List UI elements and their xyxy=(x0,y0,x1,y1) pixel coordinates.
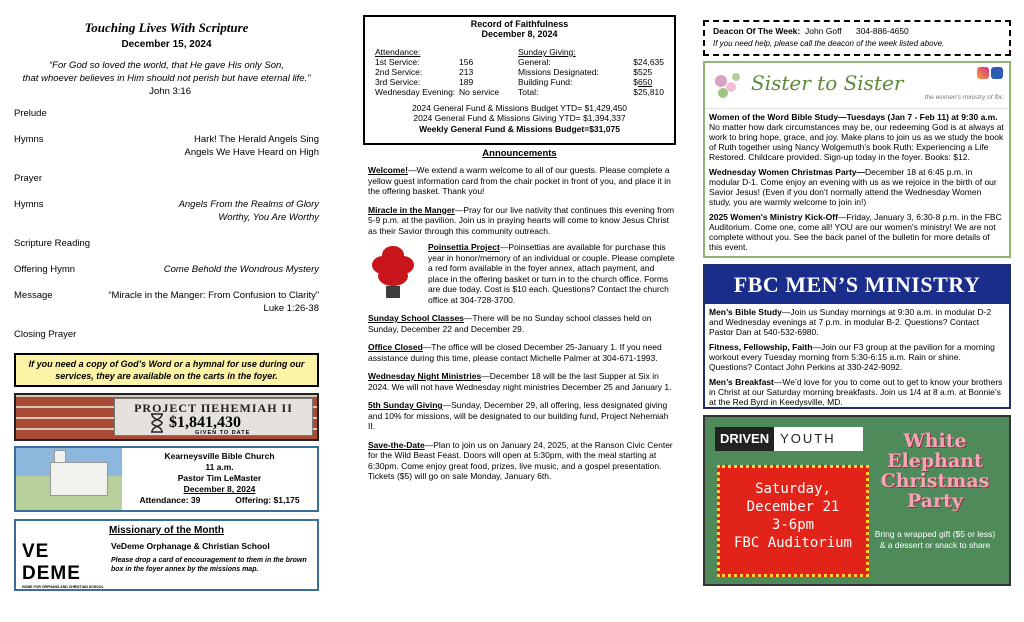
page-title: Touching Lives With Scripture xyxy=(84,20,249,35)
weekly-budget: Weekly General Fund & Missions Budget=$31,075 xyxy=(419,124,620,134)
announcement-office: Office Closed—The office will be closed December 25-January 1. If you need assistance during this time, please contact Michelle Palmer at 304-671-1993. xyxy=(368,342,662,363)
giving-row: General: $ 24,635 xyxy=(518,57,664,67)
missionary-name: VeDeme Orphanage & Christian School xyxy=(111,541,270,551)
nehemiah-subtitle: GIVEN TO DATE xyxy=(195,430,251,436)
women-christmas-party: Wednesday Women Christmas Party—December 18 at 6:45 p.m. in modular D-1. Come enjoy an evening with us as we rejoice in the birth of our Savior Jesus! (Even if you don’t normally attend the Wednesday Women study, you are warmly welcome to join in!) xyxy=(709,167,997,207)
kbc-attendance: Attendance: 39 xyxy=(139,495,201,505)
vedeme-logo: VE DEME HOME FOR ORPHANS AND CHRISTIAN SCHOOL xyxy=(22,541,104,589)
mens-fitness: Fitness, Fellowship, Faith—Join our F3 group at the pavilion for a morning workout every Tuesday morning from 5:30-6:15 a.m. Rain or shine. Questions? Contact John Perkins at 330-242-9092. xyxy=(709,342,995,372)
kbc-date: December 8, 2024 xyxy=(183,484,256,494)
women-kickoff: 2025 Women's Ministry Kick-Off—Friday, January 3, 6:30-8 p.m. in the FBC Auditorium. Come one, come all! YOU are our women's ministry! We are not complete without you. See the back panel of the bulletin for more details of this event. xyxy=(709,212,1002,252)
deacon-name: John Goff xyxy=(804,26,842,36)
ytd-budget: 2024 General Fund & Missions Budget YTD= $1,429,450 xyxy=(411,103,628,113)
white-elephant-note: Bring a wrapped gift ($5 or less) & a dessert or snack to share xyxy=(874,529,996,550)
sister-subtitle: the women's ministry of fbc xyxy=(924,94,1003,101)
giving-list: Sunday Giving: General: $ 24,635 Missions Designated: $ 525 Building Fund: $ 650 Total: $ 25,810 xyxy=(518,47,664,97)
announcement-save-date: Save-the-Date—Plan to join us on January 24, 2025, at the Ranson Civic Center for the Wild Beast Feast. Doors will open at 5:30pm, with the meal starting at 6:30pm. Come enjoy great food, prizes, live music, and a gospel presentation. Tickets ($5) will go on sale Monday, January 6th. xyxy=(368,439,673,481)
service-date: December 15, 2024 xyxy=(121,39,212,50)
order-of-service: Prelude Hymns Hark! The Herald Angels Sing Angels We Have Heard on High Prayer Hymns Angels From the Realms of Glory Worthy, You Are Worthy Scripture Reading Offering Hymn Come Behold the Wondrous Mystery Message “Miracle in the Manger: From Confusion to Clarity” Luke 1:26-38 Closing Prayer xyxy=(14,108,319,340)
mens-ministry-title: FBC MEN’S MINISTRY xyxy=(705,266,1009,304)
event-card: Saturday, December 21 3-6pm FBC Auditorium xyxy=(717,465,869,577)
flower-icon xyxy=(709,69,747,103)
kbc-time: 11 a.m. xyxy=(205,462,234,472)
announcement-sunday-school: Sunday School Classes—There will be no Sunday school classes held on Sunday, December 22 and December 29. xyxy=(368,313,652,334)
record-of-faithfulness xyxy=(363,15,676,145)
mens-bible-study: Men’s Bible Study—Join us Sunday mornings at 9:30 a.m. in modular D-2 and Wednesday evenings at 7 p.m. in modular B-2. Questions? Contact Pastor Dan at 540-532-6980. xyxy=(709,307,992,337)
deacon-phone: 304-886-4650 xyxy=(855,26,909,36)
attendance-list: Attendance: 1st Service: 156 2nd Service: 213 3rd Service: 189 Wednesday Evening: No service xyxy=(375,47,518,97)
instagram-icon[interactable] xyxy=(977,67,989,79)
missionary-note: Please drop a card of encouragement to them in the brown box in the foyer annex by the missions map. xyxy=(111,557,307,573)
white-elephant-title: White Elephant Christmas Party xyxy=(880,430,990,512)
hymns-label: Hymns xyxy=(14,134,44,145)
giving-row: Total: $ 25,810 xyxy=(518,87,664,97)
left-panel xyxy=(14,0,319,622)
announcement-fifth-sunday: 5th Sunday Giving—Sunday, December 29, all offering, less designated giving and 10% for missions, will be designated to our building fund, Project Nehemiah II. xyxy=(368,400,669,431)
right-panel xyxy=(703,0,1011,622)
deacon-of-week: Deacon Of The Week: John Goff 304-886-4650 If you need help, please call the deacon of the week listed above. xyxy=(703,20,1011,56)
closing-prayer-label: Closing Prayer xyxy=(14,329,77,340)
attendance-row: 1st Service: 156 xyxy=(375,57,474,67)
sister-to-sister-box xyxy=(703,61,1011,258)
kbc-name: Kearneysville Bible Church xyxy=(164,451,275,461)
hourglass-icon xyxy=(149,413,165,433)
attendance-row: 2nd Service: 213 xyxy=(375,67,474,77)
church-photo xyxy=(16,448,122,510)
deacon-note: If you need help, please call the deacon of the week listed above. xyxy=(713,39,945,48)
facebook-icon[interactable] xyxy=(991,67,1003,79)
poinsettia-image xyxy=(368,242,420,302)
rof-title: Record of Faithfulness xyxy=(470,19,569,29)
announcement-wednesday: Wednesday Night Ministries—December 18 will be the last Supper at Six in 2024. We will not have Wednesday night ministries December 25 and January 1. xyxy=(368,371,672,392)
rof-date: December 8, 2024 xyxy=(481,29,558,39)
women-bible-study: Women of the Word Bible Study—Tuesdays (Jan 7 - Feb 11) at 9:30 a.m. No matter how dark circumstances may be, our redeeming God is at always at work to bring hope, grace, and joy. Make plans to join us as we study the book of Ruth together using Nancy Wolgemuth’s book Ruth: Experiencing a Life Restored. Childcare provided. Sign-up today in the foyer. Books: $12. xyxy=(709,112,1004,162)
driven-youth-flyer xyxy=(703,415,1011,586)
prayer-label: Prayer xyxy=(14,173,42,184)
kbc-box xyxy=(14,446,319,512)
announcement-poinsettia: Poinsettia Project—Poinsettias are available for purchase this year in honor/memory of an individual or couple. Please complete a red form available in the foyer annex, attach payment, and place in the offering basket or turn in to the church office. Forms are due today. Cost is $10 each. Questions? Contact the church office at 304-728-3700. xyxy=(368,242,676,305)
hymns-label: Hymns xyxy=(14,199,44,210)
project-nehemiah-banner xyxy=(14,393,319,441)
attendance-row: 3rd Service: 189 xyxy=(375,77,474,87)
announcement-manger: Miracle in the Manger—Pray for our live nativity that continues this evening from 5-9 p.m. at the pavilion. Join us in praying hearts will come to know Jesus Christ as their Savior through this community outreach. xyxy=(368,204,675,236)
announcements-heading: Announcements xyxy=(482,148,557,159)
prelude-label: Prelude xyxy=(14,108,47,119)
driven-youth-logo: DRIVEN YOUTH xyxy=(715,427,863,451)
mens-breakfast: Men’s Breakfast—We’d love for you to come out to get to know your brothers in Christ at our Saturday morning breakfasts. Join us 1/4 at 8 a.m. at Bonnie’s at the Red Byrd in Keedysville, MD. xyxy=(709,377,1003,407)
bible-hymnal-note: If you need a copy of God’s Word or a hymnal for use during our services, they are available on the carts in the foyer. xyxy=(14,353,319,387)
scripture-reading-label: Scripture Reading xyxy=(14,238,91,249)
middle-panel xyxy=(363,0,676,622)
ytd-giving: 2024 General Fund & Missions Giving YTD= $1,394,337 xyxy=(413,113,626,123)
sister-to-sister-logo: Sister to Sister xyxy=(751,71,904,95)
offering-hymn-label: Offering Hymn xyxy=(14,264,76,275)
message-label: Message xyxy=(14,290,53,301)
scripture-verse: “For God so loved the world, that He gave His only Son, that whoever believes in Him should not perish but have eternal life.” xyxy=(22,60,311,84)
giving-row: Building Fund: $ 650 xyxy=(518,77,653,87)
verse-reference: John 3:16 xyxy=(149,86,191,97)
kbc-offering: Offering: $1,175 xyxy=(235,495,300,505)
missionary-box xyxy=(14,519,319,591)
missionary-heading: Missionary of the Month xyxy=(109,525,224,536)
nehemiah-title: PROJECT ПΕНΕМΙАН II xyxy=(134,401,293,415)
attendance-row: Wednesday Evening: No service xyxy=(375,87,500,97)
mens-ministry-box xyxy=(703,264,1011,409)
giving-row: Missions Designated: $ 525 xyxy=(518,67,653,77)
announcement-welcome: Welcome!—We extend a warm welcome to all of our guests. Please complete a yellow guest information card from the chair pocket in front of you, and place it in the offering basket. Thank you! xyxy=(368,165,671,196)
nehemiah-amount: $1,841,430 xyxy=(169,414,241,431)
kbc-pastor: Pastor Tim LeMaster xyxy=(177,473,262,483)
announcements xyxy=(363,165,676,482)
